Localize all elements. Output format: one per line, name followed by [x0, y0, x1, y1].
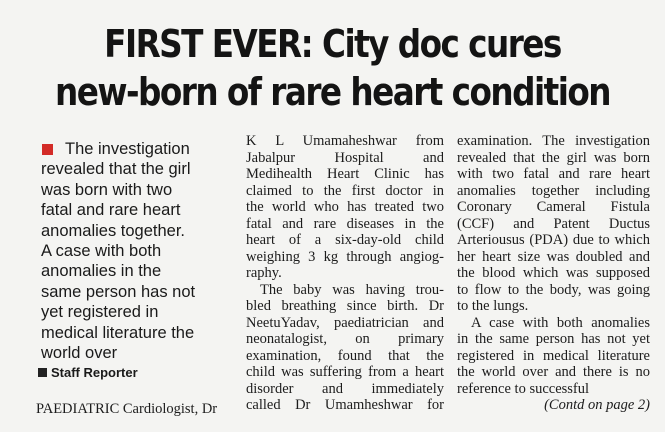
pull-quote-line: medical literature the — [41, 323, 195, 342]
pull-quote — [41, 139, 227, 363]
pull-quote-line: same person has not — [41, 282, 196, 301]
headline — [47, 20, 619, 116]
pull-quote-line: A case with both — [41, 242, 162, 261]
column-line: reference to successful — [457, 380, 590, 397]
headline-line-2: new-born of rare heart condition — [55, 70, 610, 114]
pull-quote-line: anomalies together. — [41, 221, 186, 240]
column-line: in the same person has not yet — [457, 331, 650, 347]
column-line: raphy. — [246, 265, 282, 281]
column-line: The baby was having trou- — [260, 281, 444, 298]
pull-quote-line: anomalies in the — [41, 262, 162, 281]
column-line: heart of a six-day-old child — [246, 232, 444, 248]
lead-paragraph — [36, 401, 232, 418]
column-line: revealed that the girl was born — [457, 149, 650, 166]
headline-line-1: FIRST EVER: City doc cures — [104, 22, 561, 66]
column-line: bled breathing since birth. Dr — [246, 298, 444, 314]
continued-on-page-note: (Contd on page 2) — [544, 397, 650, 413]
black-square-icon — [38, 368, 47, 377]
column-line: claimed to the first doctor in — [246, 182, 444, 199]
column-line: fatal and rare diseases in the — [246, 215, 444, 232]
column-line: anomalies together including — [457, 182, 650, 199]
pull-quote-line: revealed that the girl — [41, 160, 191, 179]
column-line: NeetuYadav, paediatrician and — [246, 314, 444, 331]
pull-quote-line: world over — [41, 344, 118, 363]
column-line: the world over and there is no — [457, 364, 650, 380]
column-line: disorder and immediately — [246, 380, 444, 397]
byline-text: Staff Reporter — [51, 365, 138, 380]
column-line: to the lungs. — [457, 298, 529, 314]
column-line: her heart size was doubled and — [457, 248, 650, 265]
column-line: with two fatal and rare heart — [457, 166, 650, 182]
column-line: Medihealth Heart Clinic has — [246, 166, 444, 182]
article-column-3 — [457, 133, 650, 414]
column-line: neonatalogist, on primary — [246, 331, 444, 347]
column-line: (CCF) and Patent Ductus — [457, 215, 650, 232]
pull-quote-line: The investigation — [65, 140, 190, 158]
column-line: the world who has treated two — [246, 199, 444, 215]
article-column-2 — [246, 133, 444, 414]
pull-quote-line: fatal and rare heart — [41, 201, 181, 220]
column-line: K L Umamaheshwar from — [246, 133, 444, 149]
column-line: examination. The investigation — [457, 133, 650, 149]
column-line: to flow to the body, was going — [457, 281, 650, 298]
column-line: the blood which was supposed — [457, 265, 650, 281]
byline — [38, 365, 138, 381]
column-line: registered in medical literature — [457, 347, 650, 364]
column-line: A case with both anomalies — [471, 314, 650, 331]
column-line: child was suffering from a heart — [246, 364, 444, 380]
red-square-bullet-icon — [42, 144, 53, 155]
column-line: Coronary Cameral Fistula — [457, 199, 650, 215]
column-line: weighing 3 kg through angiog- — [246, 248, 444, 265]
lead-text: PAEDIATRIC Cardiologist, Dr — [36, 401, 218, 417]
pull-quote-line: yet registered in — [41, 303, 159, 322]
pull-quote-line: was born with two — [41, 180, 173, 199]
column-line: called Dr Umamheshwar for — [246, 397, 444, 413]
column-line: Jabalpur Hospital and — [246, 149, 444, 166]
column-line: examination, found that the — [246, 347, 444, 364]
column-line: Arteriousus (PDA) due to which — [457, 232, 650, 248]
